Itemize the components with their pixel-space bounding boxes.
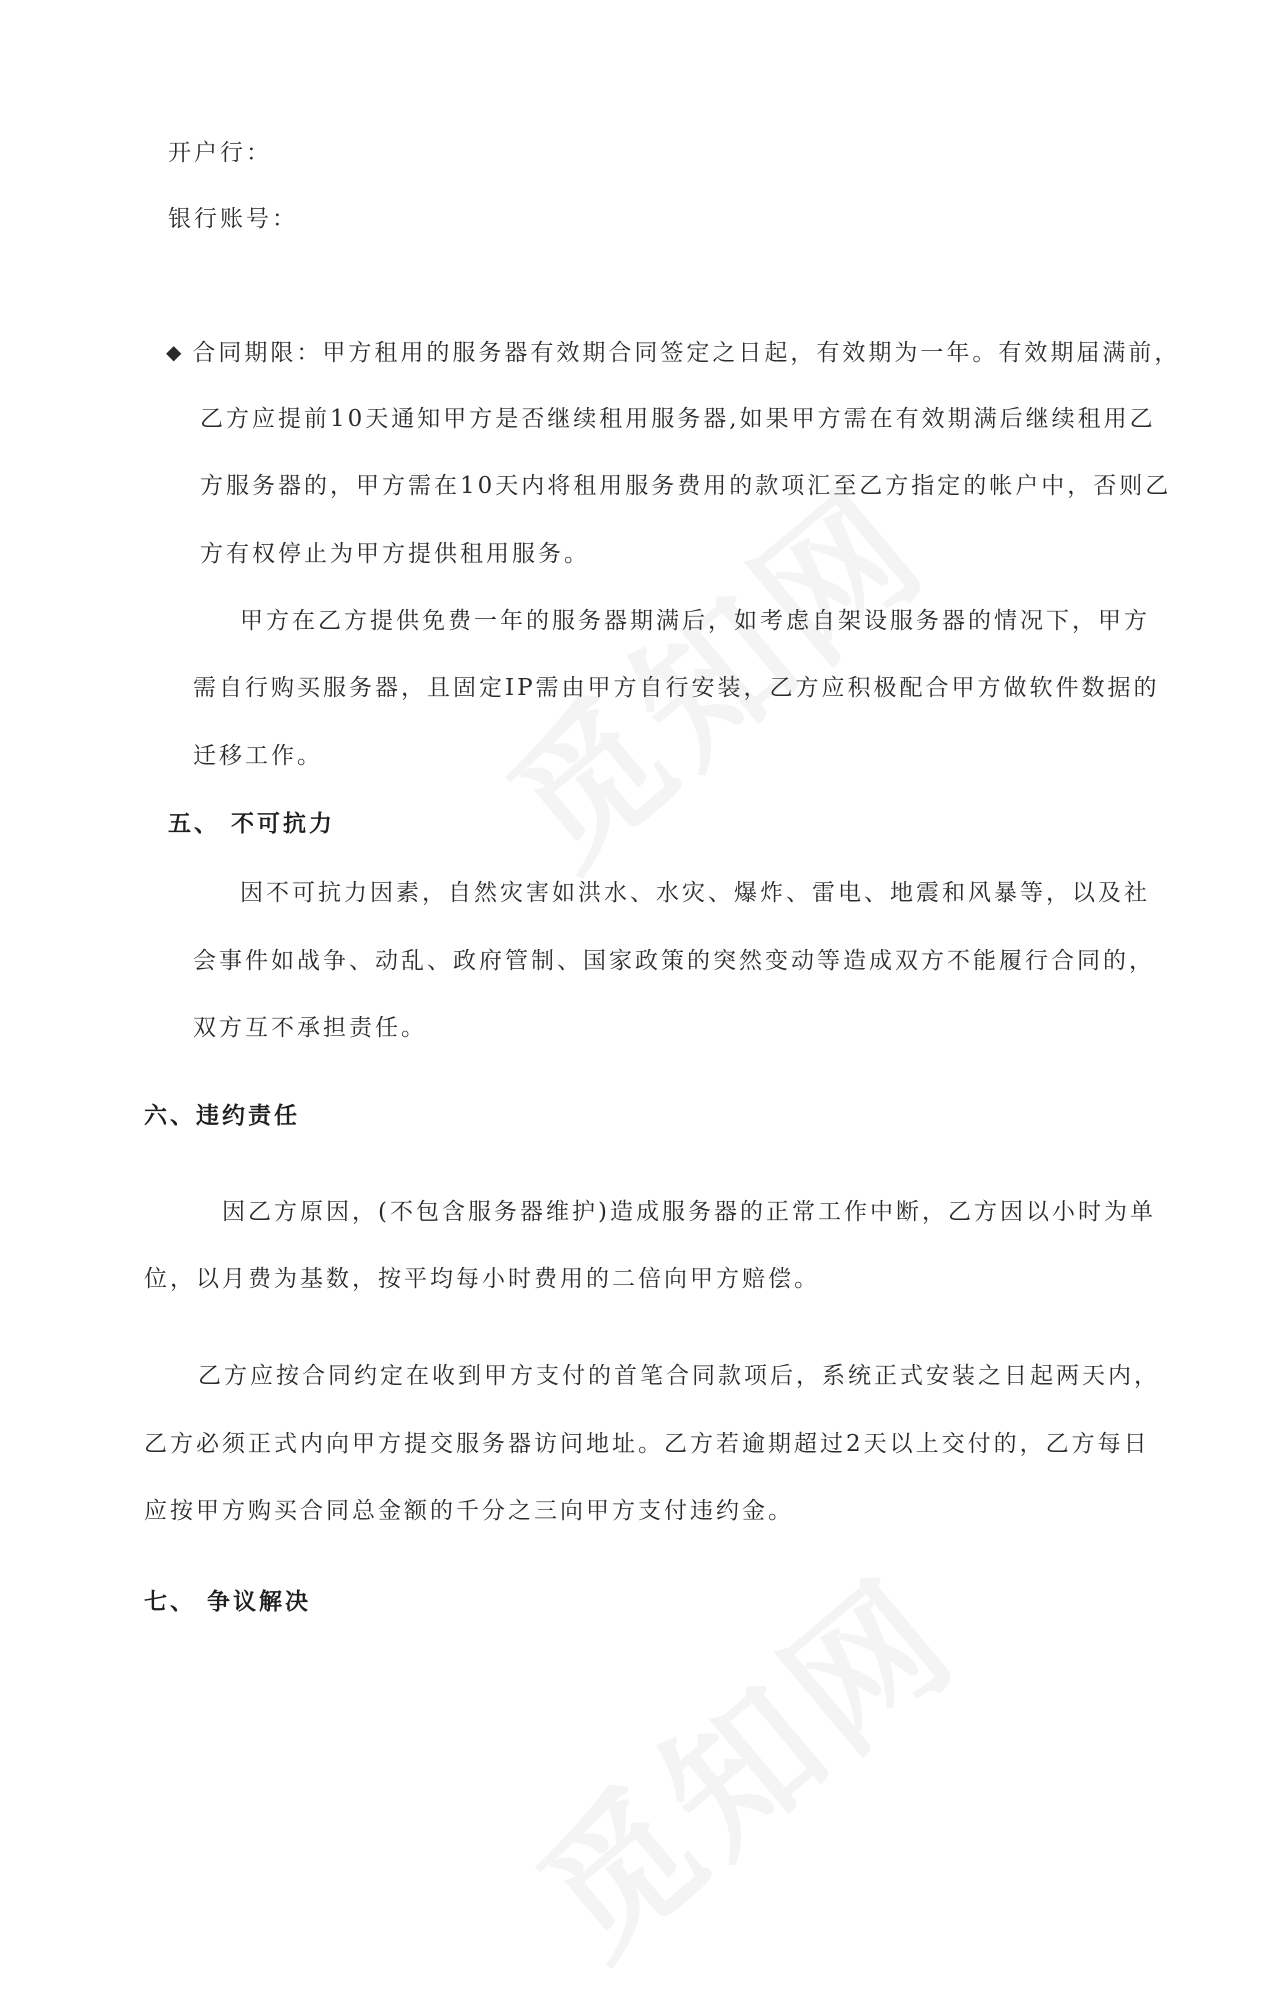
bank-label: 开户行：	[168, 140, 272, 166]
section-6-para2-line-2: 乙方必须正式内向甲方提交服务器访问地址。乙方若逾期超过2天以上交付的，乙方每日	[144, 1431, 1150, 1457]
term-line-2: 乙方应提前10天通知甲方是否继续租用服务器,如果甲方需在有效期满后继续租用乙	[200, 406, 1156, 432]
section-6-heading: 六、违约责任	[144, 1102, 300, 1129]
term-followup-line-3: 迁移工作。	[193, 743, 323, 769]
term-line-4: 方有权停止为甲方提供租用服务。	[200, 541, 590, 567]
section-5-line-1: 因不可抗力因素，自然灾害如洪水、水灾、爆炸、雷电、地震和风暴等，以及社	[240, 880, 1150, 906]
account-label: 银行账号：	[168, 206, 298, 232]
watermark	[487, 1521, 994, 1995]
section-5-heading: 五、 不可抗力	[168, 810, 336, 837]
section-5-line-3: 双方互不承担责任。	[193, 1015, 427, 1041]
section-6-para1-line-2: 位，以月费为基数，按平均每小时费用的二倍向甲方赔偿。	[144, 1266, 820, 1292]
watermark	[457, 431, 964, 905]
term-line-3: 方服务器的，甲方需在10天内将租用服务费用的款项汇至乙方指定的帐户中，否则乙	[200, 473, 1172, 499]
section-6-para1-line-1: 因乙方原因，(不包含服务器维护)造成服务器的正常工作中断，乙方因以小时为单	[222, 1199, 1156, 1225]
section-7-heading: 七、 争议解决	[144, 1588, 312, 1615]
section-5-line-2: 会事件如战争、动乱、政府管制、国家政策的突然变动等造成双方不能履行合同的，	[193, 948, 1155, 974]
term-line-1: ◆ 合同期限：甲方租用的服务器有效期合同签定之日起，有效期为一年。有效期届满前，	[166, 340, 1181, 366]
term-followup-line-1: 甲方在乙方提供免费一年的服务器期满后，如考虑自架设服务器的情况下，甲方	[240, 608, 1150, 634]
section-6-para2-line-3: 应按甲方购买合同总金额的千分之三向甲方支付违约金。	[144, 1498, 794, 1524]
diamond-bullet-icon: ◆	[166, 340, 185, 364]
term-followup-line-2: 需自行购买服务器，且固定IP需由甲方自行安装，乙方应积极配合甲方做软件数据的	[193, 675, 1160, 701]
section-6-para2-line-1: 乙方应按合同约定在收到甲方支付的首笔合同款项后，系统正式安装之日起两天内，	[198, 1363, 1160, 1389]
